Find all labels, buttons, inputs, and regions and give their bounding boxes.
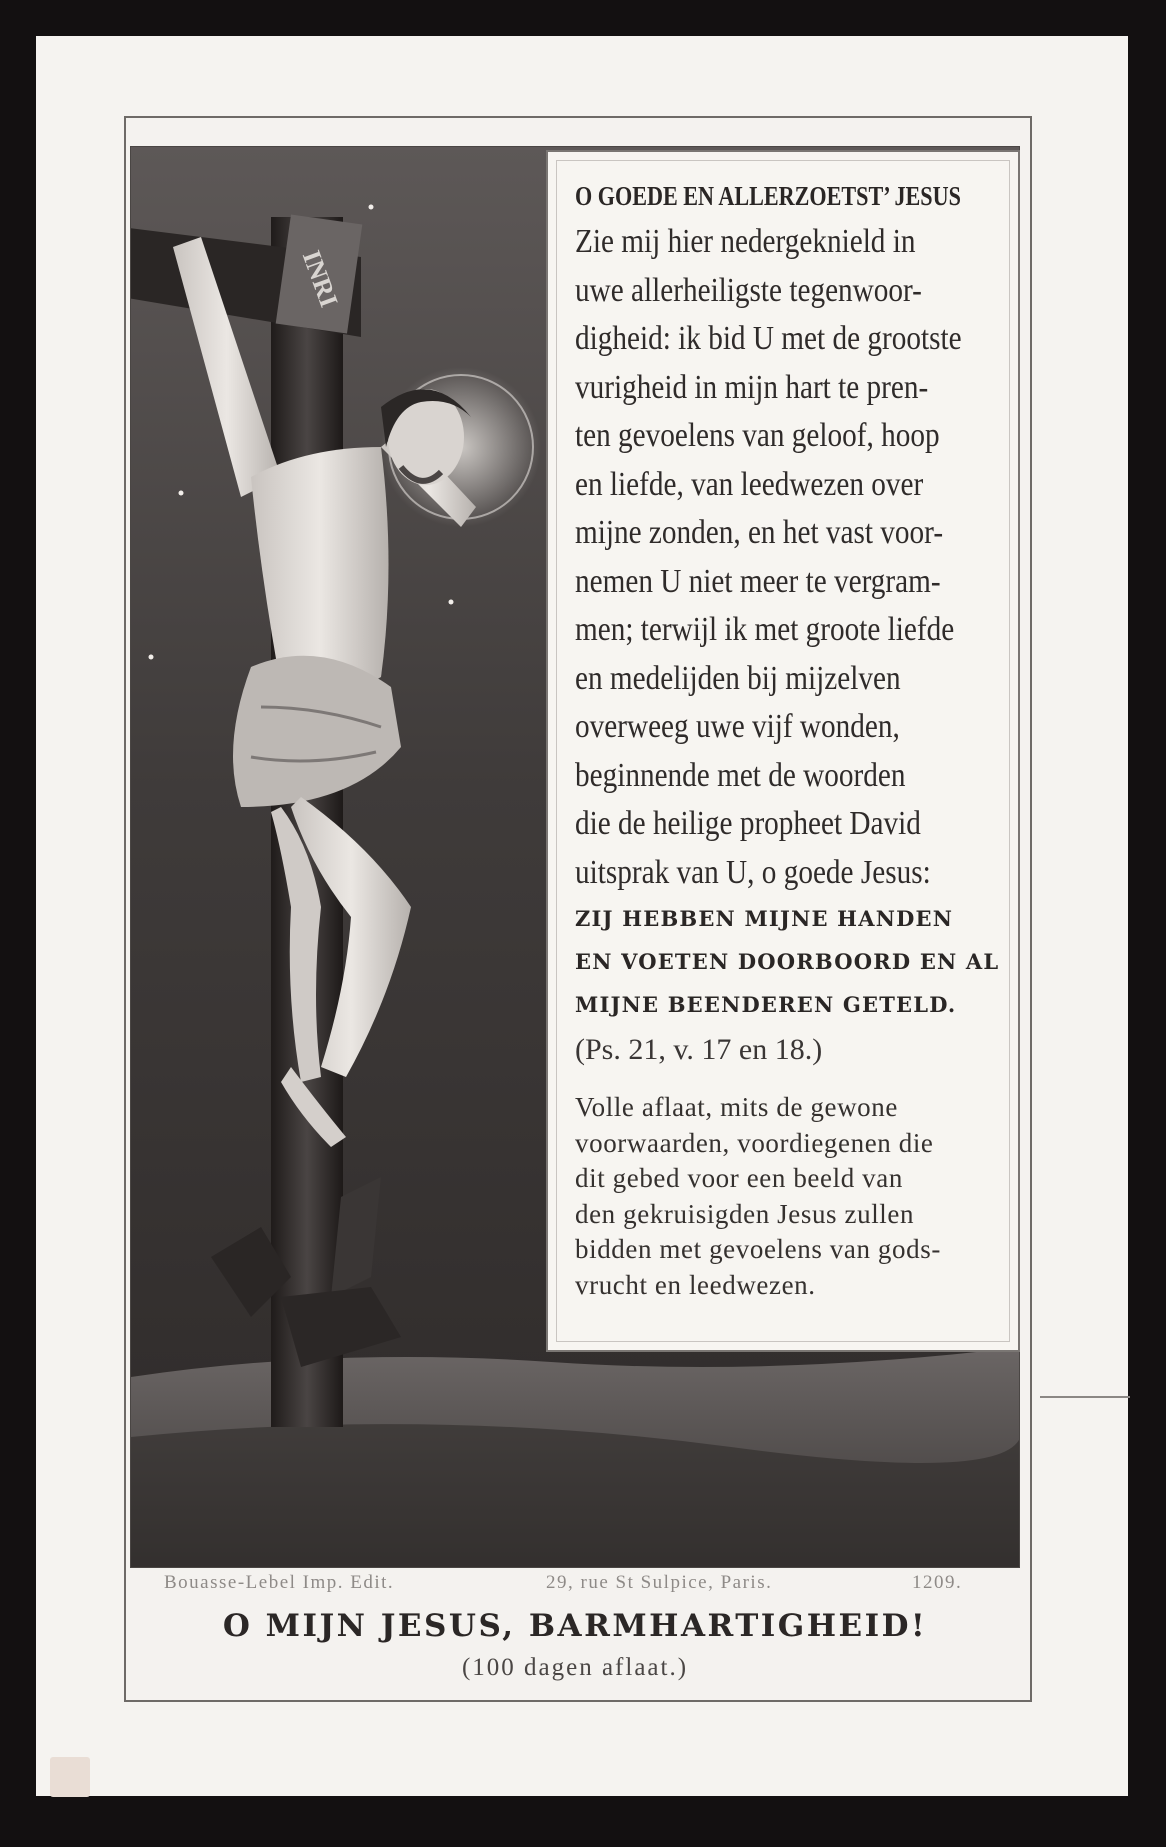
prayer-line: men; terwijl ik met groote liefde	[575, 611, 955, 648]
imprint-publisher: Bouasse-Lebel Imp. Edit.	[164, 1572, 395, 1593]
imprint-address: 29, rue St Sulpice, Paris.	[546, 1572, 773, 1593]
prayer-line: vurigheid in mijn hart te pren-	[575, 368, 929, 406]
edge-mark	[1040, 1396, 1130, 1398]
indulgence-line: den gekruisigden Jesus zullen	[575, 1198, 915, 1229]
prayer-line: en liefde, van leedwezen over	[575, 465, 924, 503]
prayer-line: beginnende met de woorden	[575, 756, 906, 794]
invocation-heading: O MIJN JESUS, BARMHARTIGHEID!	[222, 1608, 928, 1644]
inri-inscription: INRI	[296, 246, 344, 311]
indulgence-line: voorwaarden, voordiegenen die	[575, 1127, 934, 1158]
prayer-title: O GOEDE EN ALLERZOETST’ JESUS	[575, 181, 961, 211]
prayer-line: digheid: ik bid U met de grootste	[575, 320, 962, 357]
prayer-line: uitsprak van U, o goede Jesus:	[575, 853, 931, 891]
indulgence-line: bidden met gevoelens van gods-	[575, 1234, 941, 1264]
psalm-quote-line: ZIJ HEBBEN MIJNE HANDEN	[575, 906, 954, 931]
prayer-text-block	[556, 160, 1010, 1342]
prayer-line: nemen U niet meer te vergram-	[575, 562, 941, 600]
psalm-quote-line: EN VOETEN DOORBOORD EN AL	[575, 949, 1000, 974]
prayer-line: mijne zonden, en het vast voor-	[575, 514, 944, 551]
prayer-line: die de heilige propheet David	[575, 805, 921, 842]
prayer-panel	[546, 150, 1020, 1352]
indulgence-line: Volle aflaat, mits de gewone	[575, 1092, 898, 1122]
prayer-line: ten gevoelens van geloof, hoop	[575, 417, 940, 454]
publisher-imprint	[130, 1572, 1020, 1598]
imprint-number: 1209.	[912, 1572, 963, 1593]
psalm-reference: (Ps. 21, v. 17 en 18.)	[575, 1033, 823, 1066]
prayer-line: en medelijden bij mijzelven	[575, 659, 901, 697]
psalm-quote-line: MIJNE BEENDEREN GETELD.	[575, 992, 957, 1017]
prayer-line: uwe allerheiligste tegenwoor-	[575, 271, 922, 309]
collection-stamp-icon	[50, 1757, 90, 1797]
indulgence-line: vrucht en leedwezen.	[575, 1269, 816, 1300]
indulgence-line: dit gebed voor een beeld van	[575, 1163, 903, 1193]
indulgence-days: (100 dagen aflaat.)	[461, 1654, 689, 1681]
prayer-line: Zie mij hier nedergeknield in	[575, 223, 916, 260]
prayer-line: overweeg uwe vijf wonden,	[575, 708, 900, 745]
